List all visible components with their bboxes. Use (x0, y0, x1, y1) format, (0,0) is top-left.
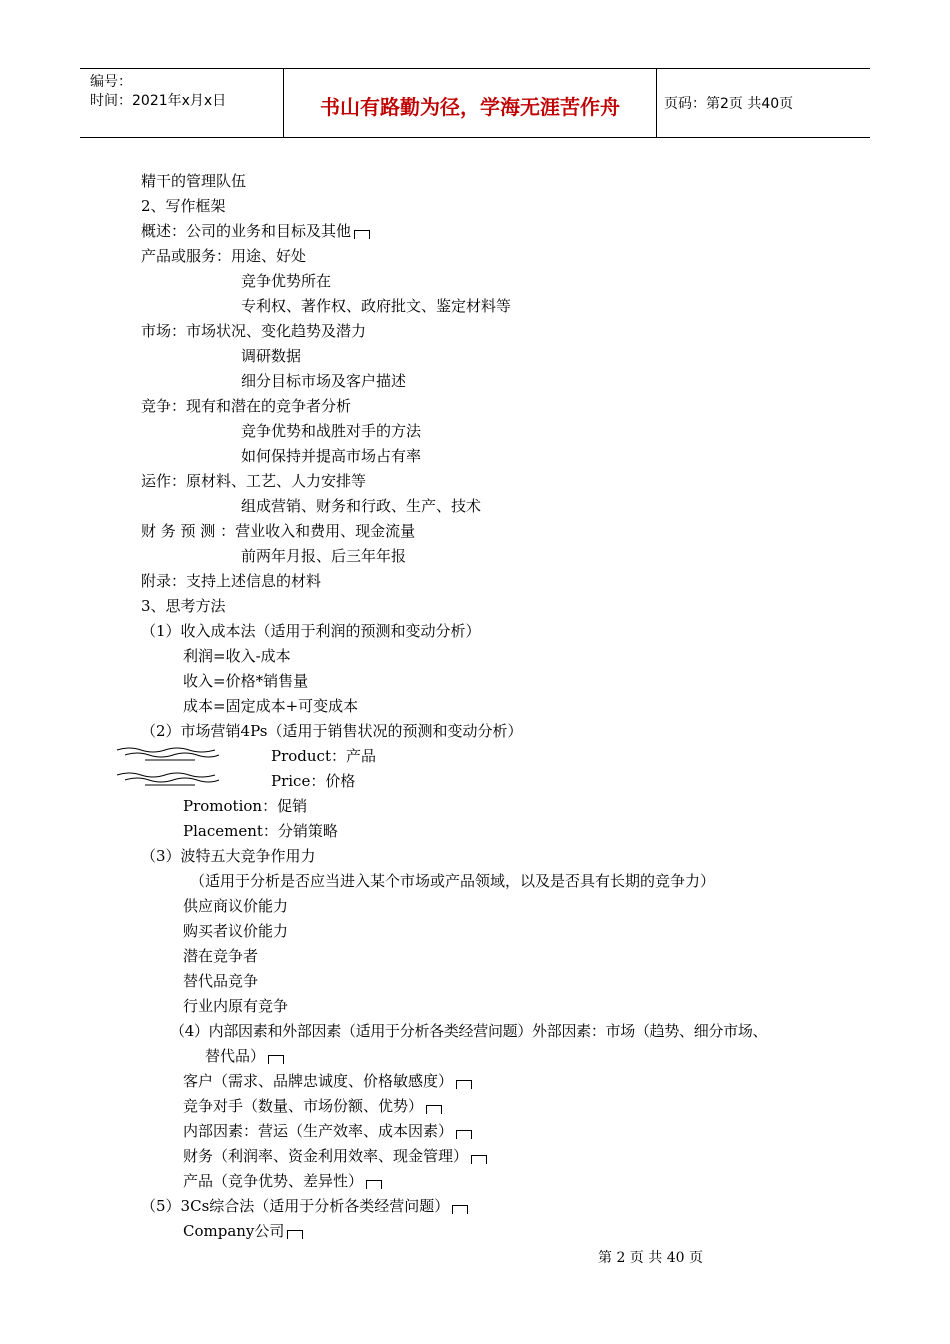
bracket-mark (268, 1055, 284, 1064)
text-line: Company公司 (183, 1221, 303, 1241)
text-line: 竞争优势和战胜对手的方法 (241, 422, 422, 440)
text-line: 细分目标市场及客户描述 (241, 372, 407, 390)
text-line: 财务（利润率、资金利用效率、现金管理） (183, 1146, 487, 1166)
text-line: （1）收入成本法（适用于利润的预测和变动分析） (141, 622, 481, 640)
text-line: 行业内原有竞争 (183, 997, 289, 1015)
squiggle-decoration (115, 745, 225, 763)
text-line: 收入=价格*销售量 (183, 672, 309, 690)
bracket-mark (426, 1105, 442, 1114)
bracket-mark (354, 230, 370, 239)
text-line: 前两年月报、后三年年报 (241, 547, 407, 565)
text-line: 如何保持并提高市场占有率 (241, 447, 422, 465)
text-line: 竞争：现有和潜在的竞争者分析 (141, 397, 352, 415)
text-line: 成本=固定成本+可变成本 (183, 697, 359, 715)
text-line: Placement：分销策略 (183, 822, 338, 840)
header-page-cell (656, 69, 870, 137)
text-line: 专利权、著作权、政府批文、鉴定材料等 (241, 297, 512, 315)
header-info-cell (80, 69, 283, 137)
text-line: 客户（需求、品牌忠诚度、价格敏感度） (183, 1071, 472, 1091)
bracket-mark (287, 1230, 303, 1239)
page-footer: 第 2 页 共 40 页 (598, 1250, 703, 1266)
text-line: （适用于分析是否应当进入某个市场或产品领域，以及是否具有长期的竞争力） (190, 872, 716, 890)
text-line: 附录：支持上述信息的材料 (141, 572, 322, 590)
text-line: 3、思考方法 (141, 597, 226, 615)
text-line: 竞争对手（数量、市场份额、优势） (183, 1096, 442, 1116)
text-line: 市场：市场状况、变化趋势及潜力 (141, 322, 367, 340)
text-line: 精干的管理队伍 (141, 172, 247, 190)
bracket-mark (471, 1155, 487, 1164)
text-line: Price：价格 (271, 772, 356, 790)
text-line: 供应商议价能力 (183, 897, 289, 915)
text-line: 替代品） (205, 1046, 284, 1066)
text-line: 调研数据 (241, 347, 302, 365)
text-line: 2、写作框架 (141, 197, 226, 215)
text-line: Product：产品 (271, 747, 376, 765)
text-line: 概述：公司的业务和目标及其他 (141, 221, 370, 241)
text-line: 产品（竞争优势、差异性） (183, 1171, 382, 1191)
squiggle-decoration (115, 770, 225, 788)
bracket-mark (452, 1205, 468, 1214)
text-line: 潜在竞争者 (183, 947, 259, 965)
bracket-mark (456, 1080, 472, 1089)
text-line: 替代品竞争 (183, 972, 259, 990)
text-line: （5）3Cs综合法（适用于分析各类经营问题） (141, 1196, 468, 1216)
text-line: （3）波特五大竞争作用力 (141, 847, 316, 865)
text-line: 竞争优势所在 (241, 272, 332, 290)
motto: 书山有路勤为径，学海无涯苦作舟 (320, 95, 620, 119)
page-number-text: 页码：第2页 共40页 (664, 96, 794, 112)
page-header (80, 68, 870, 138)
text-line: Promotion：促销 (183, 797, 308, 815)
text-line: 产品或服务：用途、好处 (141, 247, 307, 265)
bracket-mark (366, 1180, 382, 1189)
text-line: （4）内部因素和外部因素（适用于分析各类经营问题）外部因素：市场（趋势、细分市场、 (170, 1022, 768, 1040)
text-line: 财 务 预 测 ：营业收入和费用、现金流量 (141, 522, 416, 540)
text-line: 利润=收入-成本 (183, 647, 291, 665)
text-line: 组成营销、财务和行政、生产、技术 (241, 497, 482, 515)
number-label: 编号： (90, 74, 132, 90)
header-motto-cell (283, 69, 657, 137)
text-line: 运作：原材料、工艺、人力安排等 (141, 472, 367, 490)
text-line: （2）市场营销4Ps（适用于销售状况的预测和变动分析） (141, 722, 523, 740)
text-line: 内部因素：营运（生产效率、成本因素） (183, 1121, 472, 1141)
bracket-mark (456, 1130, 472, 1139)
text-line: 购买者议价能力 (183, 922, 289, 940)
date-text: 时间：2021年x月x日 (90, 93, 227, 109)
